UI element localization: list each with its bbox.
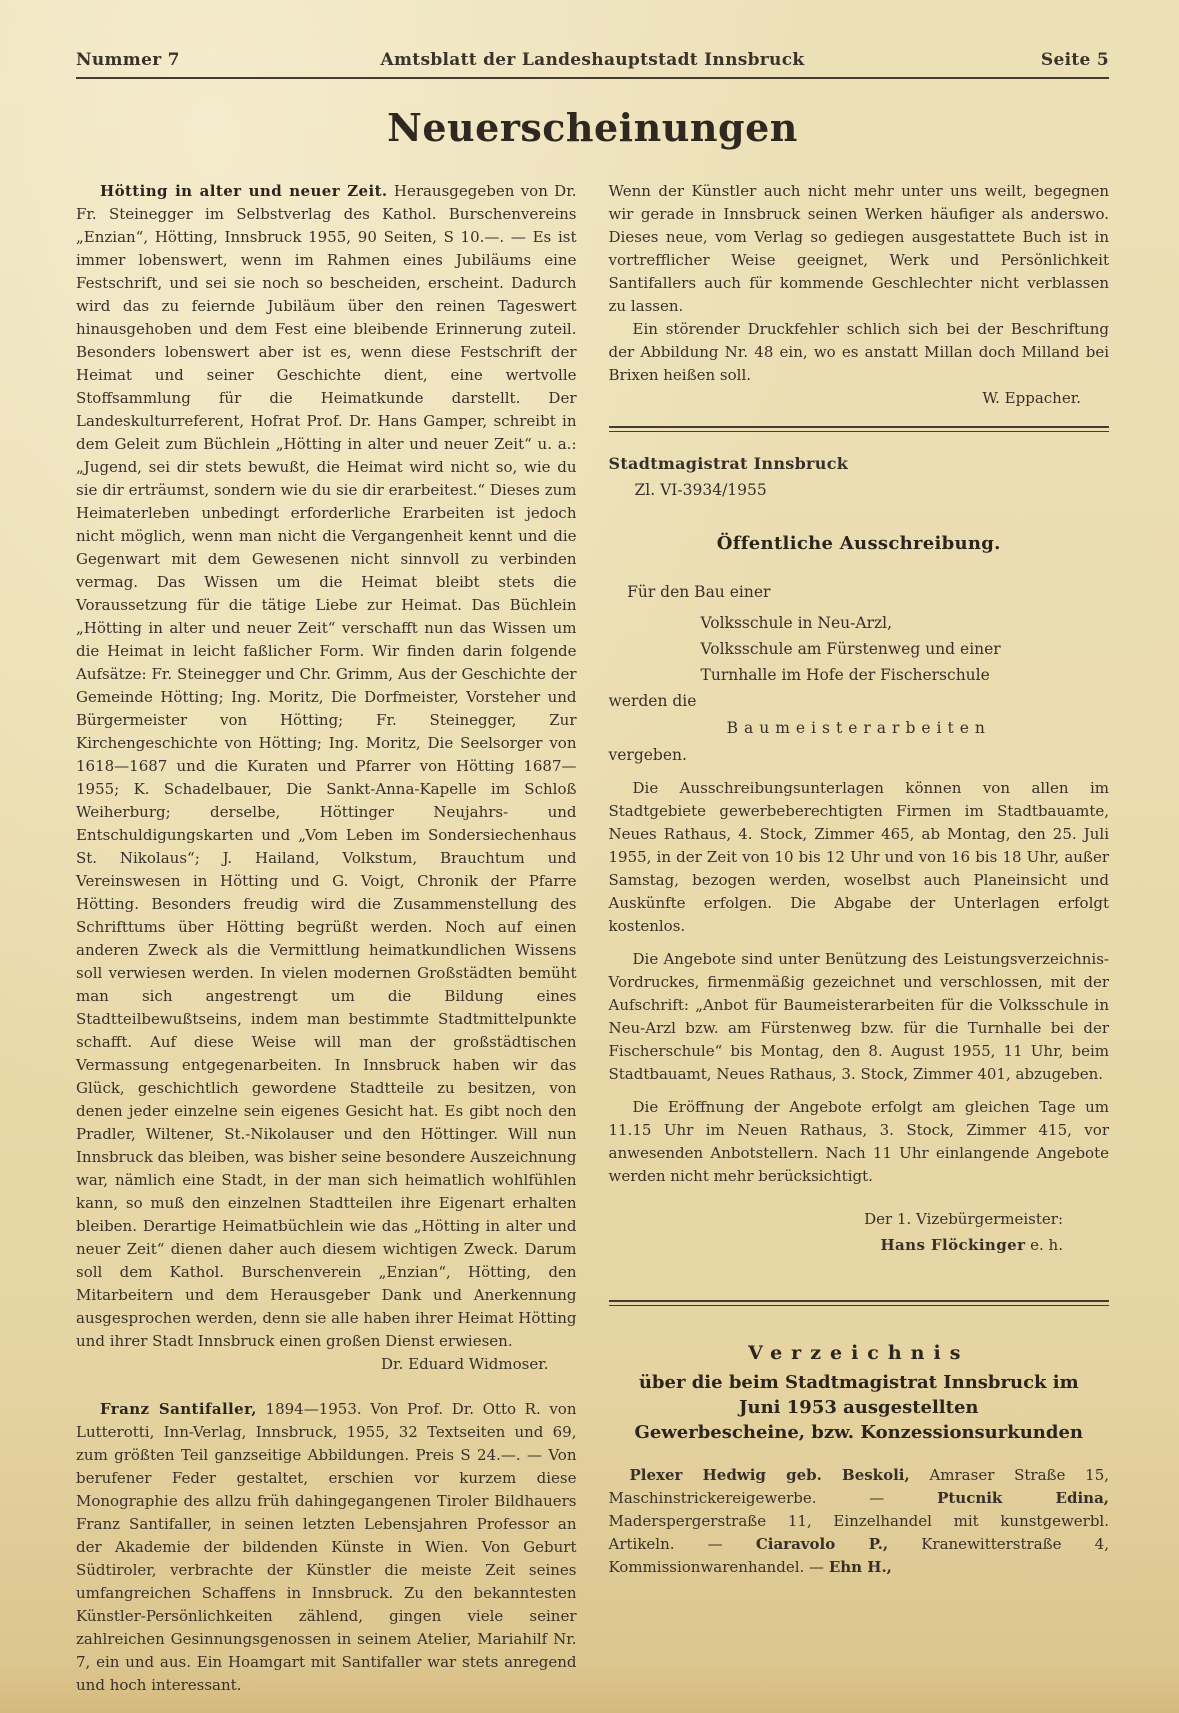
issue-number: Nummer 7 (76, 50, 180, 70)
notice-agency: Stadtmagistrat Innsbruck (608, 454, 849, 473)
santifaller-continuation-paragraph: Wenn der Künstler auch nicht mehr unter uns weilt, begegnen wir gerade in Innsbruck seinen Werken häufiger als anderswo. Dieses neue, vom Verlag so gediegen ausgestattete Buch ist in vortrefflicher Weise geeignet, Werk und Persönlichkeit Santifallers auch für kommende Geschlechter nicht verblassen zu lassen. (608, 182, 1109, 315)
page-number: Seite 5 (1040, 50, 1109, 70)
article-santifaller-paragraph (76, 1398, 577, 1697)
article-santifaller-body: 1894—1953. Von Prof. Dr. Otto R. von Lutterotti, Inn-Verlag, Innsbruck, 1955, 32 Textseiten und 69, zum größten Teil ganzseitige Abbildungen. Preis S 24.—. — Von berufener Feder gestaltet, erschien vor kurzem diese Monographie des allzu früh dahingegangenen Tiroler Bildhauers Franz Santifaller, in seinen letzten Lebensjahren Professor an der Akademie der bildenden Künste in Wien. Von Geburt Südtiroler, verbrachte der Künstler die meiste Zeit seines umfangreichen Schaffens in Innsbruck. Zu den bekanntesten Künstler-Persönlichkeiten zählend, gingen viele seiner zahlreichen Gesinnungsgenossen in seinem Atelier, Mariahilf Nr. 7, ein und aus. Ein Hoamgart mit Santifaller war stets anregend und hoch interessant. (76, 1400, 577, 1694)
register-heading-line4: Gewerbescheine, bzw. Konzessionsurkunden (634, 1422, 1084, 1443)
section-divider-rule (609, 426, 1110, 432)
notice-paragraph-angebote: Die Angebote sind unter Benützung des Leistungsverzeichnis-Vordruckes, firmenmäßig gezeichnet und verschlossen, mit der Aufschrift: „Anbot für Baumeisterarbeiten für die Volksschule in Neu-Arzl bzw. am Fürstenweg bzw. für die Turnhalle bei der Fischerschule“ bis Montag, den 8. August 1955, 11 Uhr, beim Stadtbauamt, Neues Rathaus, 3. Stock, Zimmer 401, abzugeben. (608, 950, 1109, 1083)
notice-heading: Öffentliche Ausschreibung. (716, 533, 1001, 554)
register-divider-rule (609, 1300, 1110, 1306)
project-item-volksschule-fuerstenweg: Volksschule am Fürstenweg und einer (700, 640, 1001, 658)
two-column-layout (76, 180, 1109, 1697)
register-heading-line3: Juni 1953 ausgestellten (738, 1397, 979, 1418)
signoff-suffix: e. h. (1025, 1236, 1063, 1254)
article-hoetting-signature: Dr. Eduard Widmoser. (381, 1355, 549, 1373)
masthead (76, 50, 1109, 70)
article-santifaller-lead: Franz Santifaller, (100, 1400, 257, 1418)
register-entries-paragraph: Plexer Hedwig geb. Beskoli, Amraser Straße 15, Maschinstrickereigewerbe. — Ptucnik Edina, Maderspergerstraße 11, Einzelhandel mit kunstgewerbl. Artikeln. — Ciaravolo P., Kranewitterstraße 4, Kommissionwarenhandel. — Ehn H., (608, 1466, 1110, 1576)
article-hoetting-body: Herausgegeben von Dr. Fr. Steinegger im Selbstverlag des Kathol. Burschenvereins „Enzian“, Hötting, Innsbruck 1955, 90 Seiten, S 10.—. — Es ist immer lobenswert, wenn im Rahmen eines Jubiläums eine Festschrift, und sei sie noch so bescheiden, erscheint. Dadurch wird das zu feiernde Jubiläum über den reinen Tageswert hinausgehoben und dem Fest eine bleibende Erinnerung zuteil. Besonders lobenswert aber ist es, wenn diese Festschrift der Heimat und seiner Geschichte dient, eine wertvolle Stoffsammlung für die Heimatkunde darstellt. Der Landeskulturreferent, Hofrat Prof. Dr. Hans Gamper, schreibt in dem Geleit zum Büchlein „Hötting in alter und neuer Zeit“ u. a.: „Jugend, sei dir stets bewußt, die Heimat wird nicht so, wie du sie dir erträumst, sondern wie du sie dir erarbeitest.“ Dieses zum Heimaterleben unbedingt erforderliche Erarbeiten ist jedoch nicht möglich, wenn man nicht die Vergangenheit kennt und die Gegenwart mit dem Gewesenen nicht sinnvoll zu verbinden vermag. Das Wissen um die Heimat bleibt stets die Voraussetzung für die tätige Liebe zur Heimat. Das Büchlein „Hötting in alter und neuer Zeit“ verschafft nun das Wissen um die Heimat in leicht faßlicher Form. Wir finden darin folgende Aufsätze: Fr. Steinegger und Chr. Grimm, Aus der Geschichte der Gemeinde Hötting; Ing. Moritz, Die Dorfmeister, Vorsteher und Bürgermeister von Hötting; Fr. Steinegger, Zur Kirchengeschichte von Hötting; Ing. Moritz, Die Seelsorger von 1618—1687 und die Kuraten und Pfarrer von Hötting 1687—1955; K. Schadelbauer, Die Sankt-Anna-Kapelle im Schloß Weiherburg; derselbe, Höttinger Neujahrs- und Entschuldigungskarten und „Vom Leben im Sondersiechenhaus St. Nikolaus“; J. Hailand, Volkstum, Brauchtum und Vereinswesen in Hötting und G. Voigt, Chronik der Pfarre Hötting. Besonders freudig wird die Zusammenstellung des Schrifttums über Hötting begrüßt werden. Noch auf einen anderen Zweck als die Vermittlung heimatkundlichen Wissens soll verwiesen werden. In vielen modernen Großstädten bemüht man sich angestrengt um die Bildung eines Stadtteilbewußtseins, indem man bestimmte Stadtmittelpunkte schafft. Auf diese Weise will man der großstädtischen Vermassung entgegenarbeiten. In Innsbruck haben wir das Glück, geschichtlich gewordene Stadtteile zu besitzen, von denen jeder einzelne sein eigenes Gesicht hat. Es gibt noch den Pradler, Wiltener, St.-Nikolauser und den Höttinger. Will nun Innsbruck das bleiben, was bisher seine besondere Auszeichnung war, nämlich eine Stadt, in der man sich heimatlich wohlfühlen kann, so muß den einzelnen Stadtteilen ihre Eigenart erhalten bleiben. Derartige Heimatbüchlein wie das „Hötting in alter und neuer Zeit“ dienen daher auch diesem wichtigen Zweck. Darum soll dem Kathol. Burschenverein „Enzian“, Hötting, den Mitarbeitern und dem Herausgeber Dank und Anerkennung ausgesprochen werden, denn sie alle haben ihrer Heimat Hötting und ihrer Stadt Innsbruck einen großen Dienst erwiesen. (76, 182, 577, 1350)
article-hoetting-paragraph (76, 180, 577, 1353)
erratum-signature: W. Eppacher. (982, 389, 1081, 407)
left-column (76, 180, 577, 1697)
notice-paragraph-eroeffnung: Die Eröffnung der Angebote erfolgt am gleichen Tage um 11.15 Uhr im Neuen Rathaus, 3. Stock, Zimmer 415, vor anwesenden Anbotstellern. Nach 11 Uhr einlangende Angebote werden nicht mehr berücksichtigt. (608, 1098, 1109, 1185)
notice-baumeisterarbeiten-line: Baumeisterarbeiten (726, 719, 991, 737)
notice-signoff (609, 1206, 1110, 1258)
notice-intro-line: Für den Bau einer (627, 583, 771, 601)
article-hoetting-lead: Hötting in alter und neuer Zeit. (100, 182, 388, 200)
notice-vergeben-line: vergeben. (608, 746, 687, 764)
notice-reference-number: Zl. VI-3934/1955 (634, 481, 767, 499)
signoff-role: Der 1. Vizebürgermeister: (864, 1210, 1063, 1228)
register-heading (609, 1342, 1110, 1444)
register-heading-line2: über die beim Stadtmagistrat Innsbruck im (638, 1372, 1079, 1393)
register-heading-line1: Verzeichnis (748, 1342, 970, 1364)
section-title: Neuerscheinungen (387, 105, 798, 150)
notice-project-list (609, 610, 1110, 688)
right-column (609, 180, 1110, 1697)
project-item-turnhalle-fischerschule: Turnhalle im Hofe der Fischerschule (700, 666, 990, 684)
signoff-name: Hans Flöckinger (880, 1236, 1026, 1254)
notice-werden-die-line: werden die (608, 692, 697, 710)
signoff-name-line (609, 1232, 1064, 1258)
erratum-paragraph: Ein störender Druckfehler schlich sich bei der Beschriftung der Abbildung Nr. 48 ein, wo es anstatt Millan doch Milland bei Brixen heißen soll. (608, 320, 1109, 384)
masthead-title: Amtsblatt der Landeshauptstadt Innsbruck (380, 50, 805, 70)
masthead-rule (76, 77, 1109, 79)
project-item-volksschule-neu-arzl: Volksschule in Neu-Arzl, (700, 614, 893, 632)
notice-paragraph-unterlagen: Die Ausschreibungsunterlagen können von allen im Stadtgebiete gewerbeberechtigten Firmen im Stadtbauamte, Neues Rathaus, 4. Stock, Zimmer 465, ab Montag, den 25. Juli 1955, in der Zeit von 10 bis 12 Uhr und von 16 bis 18 Uhr, außer Samstag, bezogen werden, woselbst auch Planeinsicht und Auskünfte erfolgen. Die Abgabe der Unterlagen erfolgt kostenlos. (608, 779, 1109, 935)
